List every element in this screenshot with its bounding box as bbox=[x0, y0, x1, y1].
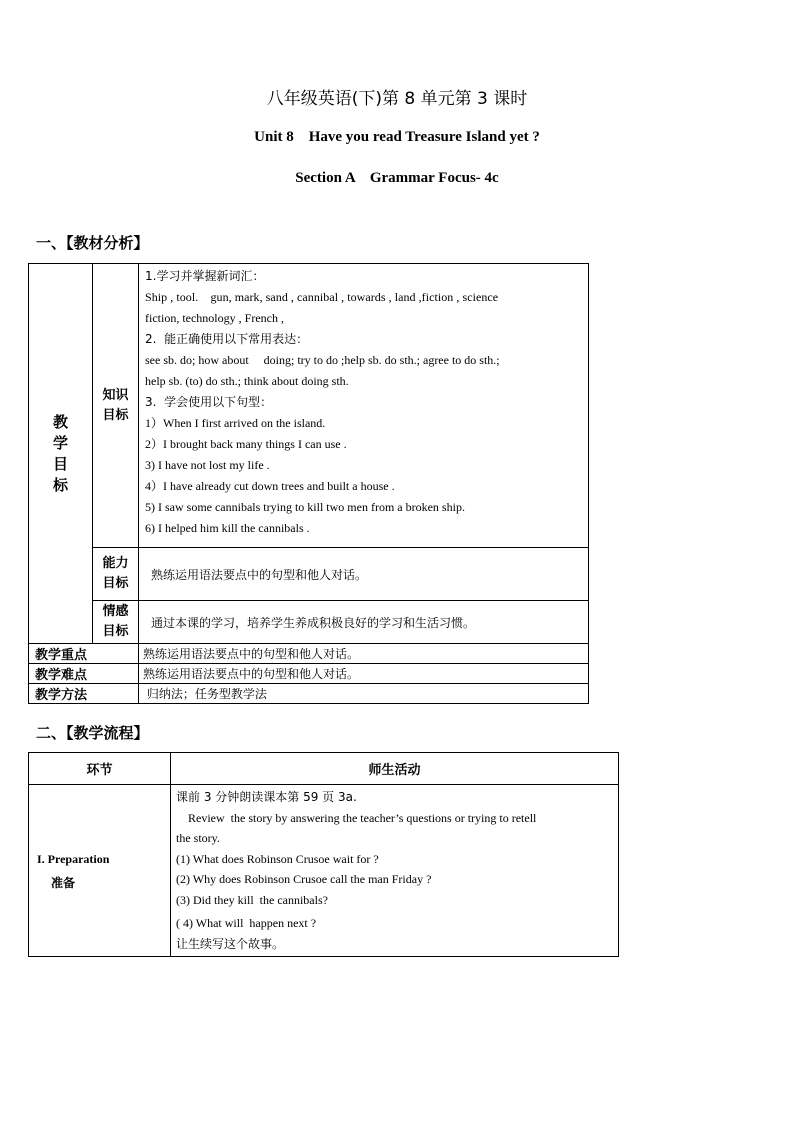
ability-goal-label: 能力 目标 bbox=[93, 548, 139, 601]
activity-line: 让生续写这个故事。 bbox=[176, 936, 285, 951]
stage-name-cn: 准备 bbox=[51, 875, 76, 890]
column-header-activity: 师生活动 bbox=[171, 753, 619, 785]
knowledge-line: 2. 能正确使用以下常用表达： bbox=[145, 332, 309, 346]
key-points-label: 教学重点 bbox=[29, 644, 139, 664]
knowledge-line: 3) I have not lost my life . bbox=[145, 458, 270, 472]
document-title: 八年级英语(下)第 8 单元第 3 课时 bbox=[266, 89, 528, 109]
knowledge-line: see sb. do; how about doing; try to do ;help sb. do sth.; agree to do sth.; bbox=[145, 353, 500, 367]
knowledge-line: fiction, technology , French , bbox=[145, 311, 284, 325]
emotion-goal-label: 情感 目标 bbox=[93, 601, 139, 644]
column-header-stage: 环节 bbox=[29, 753, 171, 785]
ability-goal-content: 熟练运用语法要点中的句型和他人对话。 bbox=[139, 548, 589, 601]
activity-line: ( 4) What will happen next ? bbox=[176, 916, 317, 930]
section-title: Section A Grammar Focus- 4c bbox=[295, 170, 499, 186]
teaching-goals-label: 教 学 目 标 bbox=[29, 264, 93, 644]
activity-line: Review the story by answering the teacher’s questions or trying to retell bbox=[176, 810, 537, 825]
activity-line: (2) Why does Robinson Crusoe call the man Friday ? bbox=[176, 872, 432, 886]
knowledge-line: Ship , tool. gun, mark, sand , cannibal , towards , land ,fiction , science bbox=[145, 290, 499, 304]
activity-line: (1) What does Robinson Crusoe wait for ? bbox=[176, 851, 379, 866]
knowledge-line: 4）I have already cut down trees and built a house . bbox=[145, 479, 395, 493]
knowledge-line: 2）I brought back many things I can use . bbox=[145, 437, 347, 451]
knowledge-line: 6) I helped him kill the cannibals . bbox=[145, 521, 310, 535]
unit-title: Unit 8 Have you read Treasure Island yet ? bbox=[254, 129, 540, 145]
methods-label: 教学方法 bbox=[29, 684, 139, 704]
knowledge-line: 5) I saw some cannibals trying to kill two men from a broken ship. bbox=[145, 500, 465, 514]
activity-line: 课前 3 分钟朗读课本第 59 页 3a. bbox=[176, 790, 357, 804]
knowledge-line: 3. 学会使用以下句型： bbox=[145, 395, 273, 409]
knowledge-line: 1）When I first arrived on the island. bbox=[145, 416, 326, 430]
knowledge-goal-label: 知识 目标 bbox=[93, 264, 139, 548]
stage-name-en: I. Preparation bbox=[37, 851, 110, 866]
key-points-content: 熟练运用语法要点中的句型和他人对话。 bbox=[139, 644, 589, 664]
stage-preparation bbox=[29, 785, 171, 957]
difficulties-content: 熟练运用语法要点中的句型和他人对话。 bbox=[139, 664, 589, 684]
methods-content: 归纳法；任务型教学法 bbox=[139, 684, 589, 704]
knowledge-goal-content bbox=[139, 264, 589, 548]
emotion-goal-content: 通过本课的学习，培养学生养成积极良好的学习和生活习惯。 bbox=[139, 601, 589, 644]
knowledge-line: help sb. (to) do sth.; think about doing sth. bbox=[145, 374, 349, 388]
activity-content bbox=[171, 785, 619, 957]
section-heading-flow: 二、【教学流程】 bbox=[36, 724, 149, 742]
difficulties-label: 教学难点 bbox=[29, 664, 139, 684]
analysis-table bbox=[28, 263, 589, 704]
knowledge-line: 1.学习并掌握新词汇： bbox=[145, 269, 265, 283]
teaching-flow-table bbox=[28, 752, 619, 957]
activity-line: (3) Did they kill the cannibals? bbox=[176, 892, 328, 907]
activity-line: the story. bbox=[176, 831, 220, 845]
section-heading-analysis: 一、【教材分析】 bbox=[36, 234, 149, 252]
